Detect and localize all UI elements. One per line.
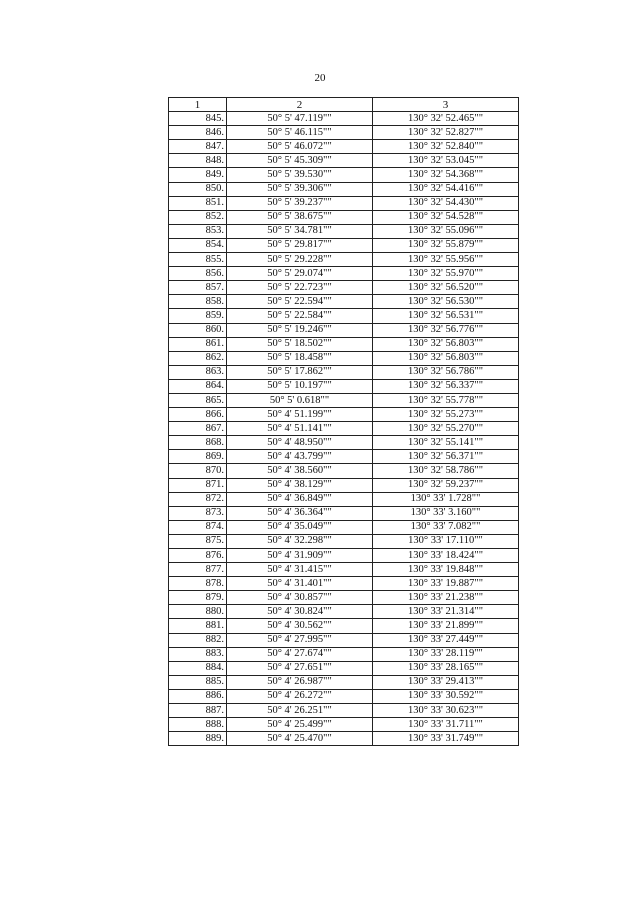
latitude-cell: 50° 5' 10.197"": [227, 379, 373, 393]
point-number-cell: 856.: [169, 267, 227, 281]
table-row: [169, 689, 519, 703]
latitude-cell: 50° 4' 36.364"": [227, 506, 373, 520]
table-row: [169, 351, 519, 365]
table-row: [169, 182, 519, 196]
latitude-cell: 50° 4' 26.251"": [227, 704, 373, 718]
latitude-cell: 50° 5' 18.458"": [227, 351, 373, 365]
point-number-cell: 881.: [169, 619, 227, 633]
point-number-cell: 878.: [169, 577, 227, 591]
latitude-cell: 50° 4' 38.560"": [227, 464, 373, 478]
table-row: [169, 661, 519, 675]
longitude-cell: 130° 32' 55.096"": [373, 224, 519, 238]
longitude-cell: 130° 32' 56.776"": [373, 323, 519, 337]
point-number-cell: 869.: [169, 450, 227, 464]
latitude-cell: 50° 5' 29.074"": [227, 267, 373, 281]
longitude-cell: 130° 33' 21.899"": [373, 619, 519, 633]
point-number-cell: 886.: [169, 689, 227, 703]
point-number-cell: 854.: [169, 238, 227, 252]
point-number-cell: 884.: [169, 661, 227, 675]
table-row: [169, 253, 519, 267]
longitude-cell: 130° 33' 31.711"": [373, 718, 519, 732]
table-row: [169, 422, 519, 436]
latitude-cell: 50° 5' 29.228"": [227, 253, 373, 267]
longitude-cell: 130° 33' 28.119"": [373, 647, 519, 661]
point-number-cell: 849.: [169, 168, 227, 182]
longitude-cell: 130° 33' 19.848"": [373, 563, 519, 577]
table-row: [169, 506, 519, 520]
point-number-cell: 855.: [169, 253, 227, 267]
latitude-cell: 50° 5' 45.309"": [227, 154, 373, 168]
longitude-cell: 130° 33' 28.165"": [373, 661, 519, 675]
point-number-cell: 847.: [169, 140, 227, 154]
longitude-cell: 130° 33' 7.082"": [373, 520, 519, 534]
point-number-cell: 860.: [169, 323, 227, 337]
latitude-cell: 50° 5' 34.781"": [227, 224, 373, 238]
longitude-cell: 130° 32' 55.273"": [373, 408, 519, 422]
longitude-cell: 130° 33' 30.592"": [373, 689, 519, 703]
latitude-cell: 50° 5' 17.862"": [227, 365, 373, 379]
latitude-cell: 50° 4' 38.129"": [227, 478, 373, 492]
point-number-cell: 866.: [169, 408, 227, 422]
latitude-cell: 50° 4' 30.562"": [227, 619, 373, 633]
longitude-cell: 130° 32' 56.803"": [373, 351, 519, 365]
latitude-cell: 50° 4' 51.199"": [227, 408, 373, 422]
point-number-cell: 872.: [169, 492, 227, 506]
latitude-cell: 50° 4' 31.909"": [227, 549, 373, 563]
table-row: [169, 393, 519, 407]
longitude-cell: 130° 32' 56.786"": [373, 365, 519, 379]
point-number-cell: 863.: [169, 365, 227, 379]
table-row: [169, 337, 519, 351]
table-row: [169, 140, 519, 154]
point-number-cell: 858.: [169, 295, 227, 309]
latitude-cell: 50° 5' 47.119"": [227, 112, 373, 126]
point-number-cell: 889.: [169, 732, 227, 746]
longitude-cell: 130° 33' 1.728"": [373, 492, 519, 506]
table-row: [169, 323, 519, 337]
table-row: [169, 309, 519, 323]
longitude-cell: 130° 33' 18.424"": [373, 549, 519, 563]
point-number-cell: 851.: [169, 196, 227, 210]
latitude-cell: 50° 5' 22.723"": [227, 281, 373, 295]
longitude-cell: 130° 32' 55.970"": [373, 267, 519, 281]
table-row: [169, 224, 519, 238]
longitude-cell: 130° 33' 27.449"": [373, 633, 519, 647]
point-number-cell: 850.: [169, 182, 227, 196]
table-row: [169, 563, 519, 577]
point-number-cell: 885.: [169, 675, 227, 689]
table-row: [169, 633, 519, 647]
latitude-cell: 50° 5' 46.115"": [227, 126, 373, 140]
table-row: [169, 112, 519, 126]
latitude-cell: 50° 5' 0.618"": [227, 393, 373, 407]
point-number-cell: 879.: [169, 591, 227, 605]
table-row: [169, 478, 519, 492]
table-row: [169, 577, 519, 591]
latitude-cell: 50° 4' 30.857"": [227, 591, 373, 605]
latitude-cell: 50° 4' 43.799"": [227, 450, 373, 464]
longitude-cell: 130° 33' 21.314"": [373, 605, 519, 619]
point-number-cell: 874.: [169, 520, 227, 534]
longitude-cell: 130° 32' 56.337"": [373, 379, 519, 393]
point-number-cell: 883.: [169, 647, 227, 661]
latitude-cell: 50° 5' 46.072"": [227, 140, 373, 154]
table-row: [169, 520, 519, 534]
table-row: [169, 436, 519, 450]
point-number-cell: 887.: [169, 704, 227, 718]
point-number-cell: 882.: [169, 633, 227, 647]
latitude-cell: 50° 5' 19.246"": [227, 323, 373, 337]
point-number-cell: 877.: [169, 563, 227, 577]
latitude-cell: 50° 4' 27.651"": [227, 661, 373, 675]
longitude-cell: 130° 32' 56.530"": [373, 295, 519, 309]
table-row: [169, 464, 519, 478]
column-header-longitude: 3: [373, 98, 519, 112]
latitude-cell: 50° 5' 39.237"": [227, 196, 373, 210]
table-row: [169, 210, 519, 224]
table-row: [169, 379, 519, 393]
point-number-cell: 848.: [169, 154, 227, 168]
longitude-cell: 130° 32' 55.879"": [373, 238, 519, 252]
longitude-cell: 130° 32' 54.368"": [373, 168, 519, 182]
longitude-cell: 130° 32' 52.465"": [373, 112, 519, 126]
latitude-cell: 50° 5' 22.594"": [227, 295, 373, 309]
table-row: [169, 450, 519, 464]
longitude-cell: 130° 33' 3.160"": [373, 506, 519, 520]
latitude-cell: 50° 4' 31.415"": [227, 563, 373, 577]
latitude-cell: 50° 5' 39.530"": [227, 168, 373, 182]
table-row: [169, 675, 519, 689]
longitude-cell: 130° 33' 19.887"": [373, 577, 519, 591]
table-row: [169, 295, 519, 309]
longitude-cell: 130° 32' 56.520"": [373, 281, 519, 295]
longitude-cell: 130° 33' 17.110"": [373, 534, 519, 548]
longitude-cell: 130° 32' 55.956"": [373, 253, 519, 267]
table-row: [169, 168, 519, 182]
table-row: [169, 238, 519, 252]
latitude-cell: 50° 4' 31.401"": [227, 577, 373, 591]
latitude-cell: 50° 5' 18.502"": [227, 337, 373, 351]
latitude-cell: 50° 4' 26.272"": [227, 689, 373, 703]
latitude-cell: 50° 4' 25.470"": [227, 732, 373, 746]
latitude-cell: 50° 5' 22.584"": [227, 309, 373, 323]
point-number-cell: 867.: [169, 422, 227, 436]
point-number-cell: 862.: [169, 351, 227, 365]
latitude-cell: 50° 4' 48.950"": [227, 436, 373, 450]
longitude-cell: 130° 32' 56.531"": [373, 309, 519, 323]
table-row: [169, 196, 519, 210]
point-number-cell: 857.: [169, 281, 227, 295]
table-row: [169, 267, 519, 281]
point-number-cell: 871.: [169, 478, 227, 492]
longitude-cell: 130° 33' 29.413"": [373, 675, 519, 689]
longitude-cell: 130° 32' 56.371"": [373, 450, 519, 464]
table-row: [169, 549, 519, 563]
page-number: 20: [314, 72, 326, 84]
longitude-cell: 130° 32' 54.416"": [373, 182, 519, 196]
latitude-cell: 50° 4' 27.674"": [227, 647, 373, 661]
longitude-cell: 130° 32' 52.840"": [373, 140, 519, 154]
point-number-cell: 865.: [169, 393, 227, 407]
longitude-cell: 130° 32' 54.430"": [373, 196, 519, 210]
latitude-cell: 50° 4' 26.987"": [227, 675, 373, 689]
latitude-cell: 50° 4' 51.141"": [227, 422, 373, 436]
table-row: [169, 281, 519, 295]
latitude-cell: 50° 4' 25.499"": [227, 718, 373, 732]
table-row: [169, 704, 519, 718]
longitude-cell: 130° 32' 55.270"": [373, 422, 519, 436]
table-row: [169, 408, 519, 422]
longitude-cell: 130° 32' 56.803"": [373, 337, 519, 351]
latitude-cell: 50° 5' 29.817"": [227, 238, 373, 252]
table-row: [169, 534, 519, 548]
table-body: [169, 112, 519, 746]
longitude-cell: 130° 32' 59.237"": [373, 478, 519, 492]
table-row: [169, 365, 519, 379]
coordinates-table: [168, 97, 519, 746]
longitude-cell: 130° 32' 55.778"": [373, 393, 519, 407]
table-row: [169, 619, 519, 633]
point-number-cell: 859.: [169, 309, 227, 323]
latitude-cell: 50° 4' 32.298"": [227, 534, 373, 548]
point-number-cell: 868.: [169, 436, 227, 450]
table-row: [169, 605, 519, 619]
longitude-cell: 130° 33' 21.238"": [373, 591, 519, 605]
longitude-cell: 130° 32' 53.045"": [373, 154, 519, 168]
longitude-cell: 130° 32' 52.827"": [373, 126, 519, 140]
point-number-cell: 853.: [169, 224, 227, 238]
column-header-number: 1: [169, 98, 227, 112]
table-row: [169, 591, 519, 605]
table-row: [169, 718, 519, 732]
table-row: [169, 492, 519, 506]
latitude-cell: 50° 4' 36.849"": [227, 492, 373, 506]
point-number-cell: 861.: [169, 337, 227, 351]
table-row: [169, 647, 519, 661]
longitude-cell: 130° 32' 54.528"": [373, 210, 519, 224]
point-number-cell: 846.: [169, 126, 227, 140]
longitude-cell: 130° 32' 58.786"": [373, 464, 519, 478]
point-number-cell: 852.: [169, 210, 227, 224]
table-row: [169, 154, 519, 168]
point-number-cell: 880.: [169, 605, 227, 619]
latitude-cell: 50° 5' 39.306"": [227, 182, 373, 196]
longitude-cell: 130° 32' 55.141"": [373, 436, 519, 450]
point-number-cell: 876.: [169, 549, 227, 563]
point-number-cell: 870.: [169, 464, 227, 478]
point-number-cell: 873.: [169, 506, 227, 520]
latitude-cell: 50° 4' 30.824"": [227, 605, 373, 619]
table-row: [169, 732, 519, 746]
latitude-cell: 50° 5' 38.675"": [227, 210, 373, 224]
latitude-cell: 50° 4' 35.049"": [227, 520, 373, 534]
longitude-cell: 130° 33' 30.623"": [373, 704, 519, 718]
point-number-cell: 888.: [169, 718, 227, 732]
column-header-latitude: 2: [227, 98, 373, 112]
point-number-cell: 875.: [169, 534, 227, 548]
point-number-cell: 864.: [169, 379, 227, 393]
longitude-cell: 130° 33' 31.749"": [373, 732, 519, 746]
table-row: [169, 126, 519, 140]
table-header-row: [169, 98, 519, 112]
latitude-cell: 50° 4' 27.995"": [227, 633, 373, 647]
point-number-cell: 845.: [169, 112, 227, 126]
